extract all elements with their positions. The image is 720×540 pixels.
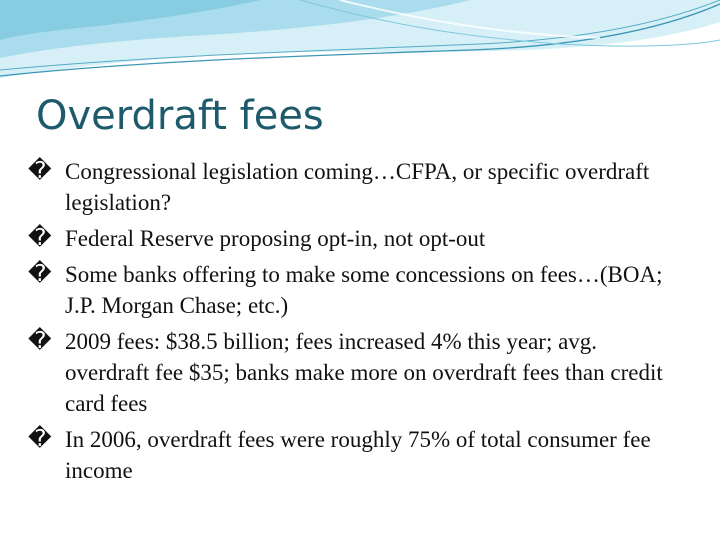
bullet-glyph: � [28,328,52,354]
bullet-item [28,156,678,218]
bullet-item [28,326,678,419]
bullet-item [28,424,678,486]
bullet-list [28,156,678,491]
bullet-text: Some banks offering to make some concessions on fees…(BOA; J.P. Morgan Chase; etc.) [65,262,663,318]
bullet-glyph: � [28,426,52,452]
bullet-item [28,259,678,321]
bullet-glyph: � [28,261,52,287]
bullet-text: In 2006, overdraft fees were roughly 75% of total consumer fee income [65,427,651,483]
bullet-glyph: � [28,225,52,251]
bullet-glyph: � [28,158,52,184]
slide-title: Overdraft fees [36,93,324,139]
bullet-text: Congressional legislation coming…CFPA, or specific overdraft legislation? [65,159,650,215]
bullet-text: Federal Reserve proposing opt-in, not opt-out [65,226,486,251]
bullet-item [28,223,678,254]
bullet-text: 2009 fees: $38.5 billion; fees increased 4% this year; avg. overdraft fee $35; banks make more on overdraft fees than credit card fees [65,329,663,416]
header-wave-decoration [0,0,720,90]
